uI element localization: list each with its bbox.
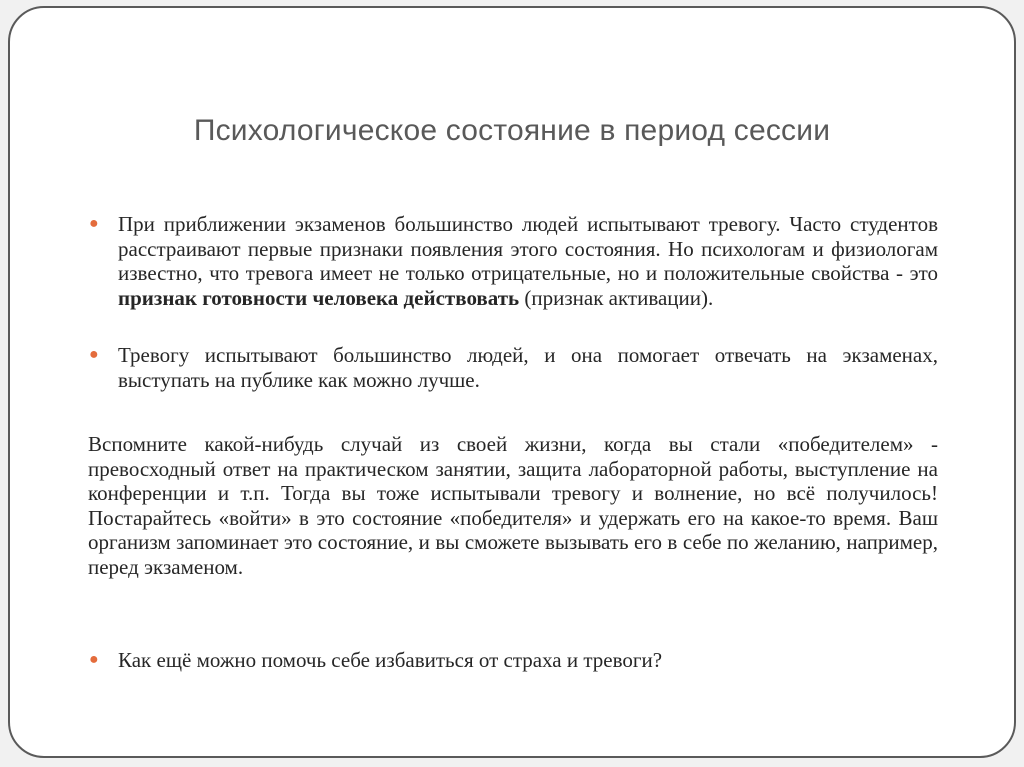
bullet-text: Тревогу испытывают большинство людей, и она помогает отвечать на экзаменах, выступать на публике как можно лучше. — [118, 343, 938, 392]
bullet-icon: ● — [89, 346, 99, 363]
slide-title: Психологическое состояние в период сессии — [193, 114, 831, 147]
bold-phrase: признак готовности человека действовать — [118, 285, 520, 310]
bullet-item — [89, 212, 938, 310]
bullet-item — [89, 343, 938, 392]
paragraph: Вспомните какой-нибудь случай из своей жизни, когда вы стали «победителем» - превосходный ответ на практическом занятии, защита лабораторной работы, выступление на конференции и т.п. Тогда вы тоже испытывали тревогу и волнение, но всё получилось! Постарайтесь «войти» в это состояние «победителя» и удержать его на какое-то время. Ваш организм запоминает это состояние, и вы сможете вызывать его в себе по желанию, например, перед экзаменом. — [88, 432, 938, 579]
bullet-text: Как ещё можно помочь себе избавиться от страха и тревоги? — [118, 648, 663, 672]
bullet-item — [89, 648, 938, 673]
bullet-text-end: (признак активации). — [519, 285, 714, 310]
bullet-icon: ● — [89, 215, 99, 232]
bullet-text: При приближении экзаменов большинство людей испытывают тревогу. Часто студентов расстраивают первые признаки появления этого состояния. Но психологам и физиологам известно, что тревога имеет не только отрицательные, но и положительные свойства - это — [118, 212, 938, 285]
bullet-icon: ● — [89, 651, 99, 668]
